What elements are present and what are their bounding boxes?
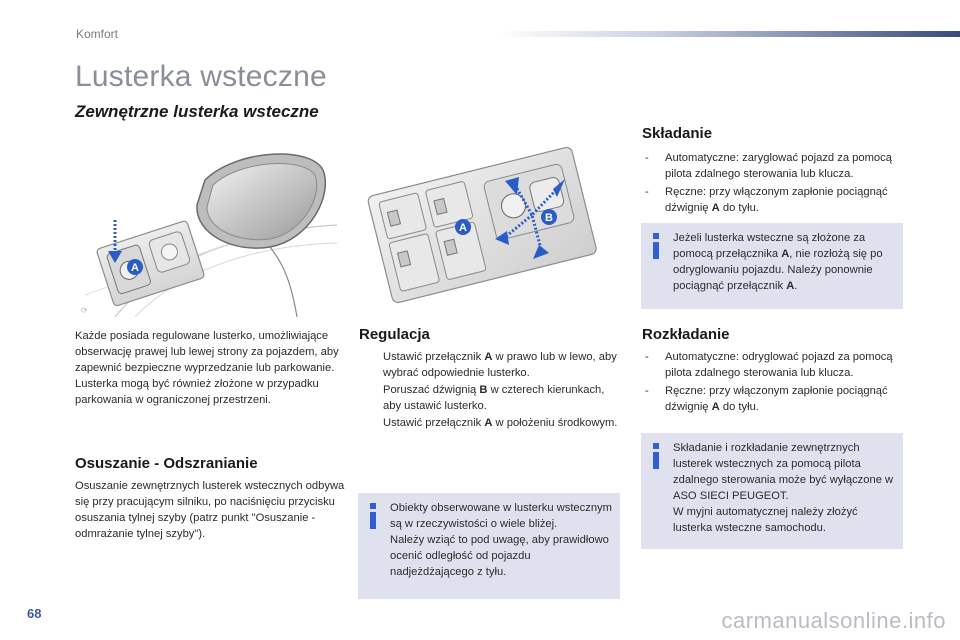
regulation-item-text: w prawo lub w lewo, aby wybrać odpowiednie lusterko.	[383, 351, 617, 379]
folding-item-text: Ręczne: przy włączonym zapłonie pociągnąć dźwignię	[665, 186, 888, 214]
folding-item-bold: A	[711, 202, 720, 214]
dash-marker: -	[645, 351, 649, 363]
header-bar	[498, 31, 960, 37]
regulation-heading: Regulacja	[359, 326, 430, 343]
info-icon	[649, 443, 663, 469]
folding-list	[642, 150, 904, 218]
svg-text:⟳: ⟳	[81, 306, 88, 315]
switch-panel-drawing	[357, 135, 622, 317]
info-box-folding	[641, 223, 903, 309]
label-a-right: A	[459, 222, 467, 234]
regulation-item-bold: A	[484, 417, 493, 429]
regulation-item	[359, 349, 624, 381]
page-subtitle: Zewnętrzne lusterka wsteczne	[75, 102, 319, 121]
regulation-item-text: w czterech kierunkach, aby ustawić lusterko.	[383, 384, 605, 412]
regulation-item-text: Ustawić przełącznik	[383, 351, 485, 363]
folding-item-text: do tyłu.	[719, 202, 759, 214]
page-number: 68	[27, 606, 42, 621]
watermark: carmanualsonline.info	[721, 608, 946, 633]
info-distance-line2: Należy wziąć to pod uwagę, aby prawidłowo ocenić odległość od pojazdu nadjeżdżającego z tyłu.	[390, 534, 609, 578]
info-icon	[649, 233, 663, 259]
unfolding-item-text: Automatyczne: odryglować pojazd za pomocą pilota zdalnego sterowania lub klucza.	[665, 351, 893, 379]
regulation-list	[359, 349, 624, 432]
info-remote-line1: Składanie i rozkładanie zewnętrznych lusterek wstecznych za pomocą pilota zdalnego sterowania może być wyłączone w ASO SIECI PEUGEOT.	[673, 442, 894, 502]
defrost-text: Osuszanie zewnętrznych lusterek wstecznych odbywa się przy pracującym silniku, po naciśnięciu przycisku osuszania tylnej szyby (patrz punkt "Osuszanie - odmrażanie tylnej szyby").	[75, 480, 345, 540]
info-distance-line1: Obiekty obserwowane w lusterku wstecznym są w rzeczywistości o wiele bliżej.	[390, 502, 612, 530]
folding-item	[642, 184, 904, 216]
regulation-item	[359, 415, 624, 431]
label-a-left: A	[131, 262, 139, 274]
regulation-item	[359, 382, 624, 414]
regulation-item-text: w położeniu środkowym.	[492, 417, 618, 429]
page-title: Lusterka wsteczne	[75, 60, 327, 93]
mirror-illustration	[75, 135, 337, 317]
regulation-item-bold: A	[484, 351, 493, 363]
unfolding-list	[642, 349, 904, 417]
unfolding-item-text: do tyłu.	[719, 401, 759, 413]
switch-panel-illustration	[357, 135, 622, 317]
info-icon	[366, 503, 380, 529]
info-box-distance	[358, 493, 620, 599]
folding-item	[642, 150, 904, 182]
unfolding-heading: Rozkładanie	[642, 326, 730, 343]
unfolding-item	[642, 349, 904, 381]
unfolding-item	[642, 383, 904, 415]
section-tag: Komfort	[76, 27, 119, 41]
dash-marker: -	[645, 186, 649, 198]
info-remote-line2: W myjni automatycznej należy złożyć lusterka wsteczne samochodu.	[673, 506, 858, 534]
mirror-drawing	[75, 135, 337, 317]
label-b-right: B	[545, 212, 553, 224]
regulation-item-text: Poruszać dźwignią	[383, 384, 480, 396]
dash-marker: -	[645, 152, 649, 164]
dash-marker: -	[645, 385, 649, 397]
defrost-heading: Osuszanie - Odszranianie	[75, 455, 258, 472]
folding-item-text: Automatyczne: zaryglować pojazd za pomocą pilota zdalnego sterowania lub klucza.	[665, 152, 892, 180]
unfolding-item-text: Ręczne: przy włączonym zapłonie pociągnąć dźwignię	[665, 385, 888, 413]
info-box-remote	[641, 433, 903, 549]
folding-heading: Składanie	[642, 125, 713, 142]
info-folding-text: Jeżeli lusterka wsteczne są złożone za pomocą przełącznika A, nie rozłożą się po odryglowaniu pojazdu. Należy ponownie pociągnąć przełącznik A.	[673, 232, 883, 292]
intro-text: Każde posiada regulowane lusterko, umożliwiające obserwację prawej lub lewej strony za pojazdem, aby zapewnić bezpieczne wyprzedzanie lub parkowanie. Lusterka mogą być również złożone w przypadku parkowania w ograniczonej przestrzeni.	[75, 330, 339, 406]
unfolding-item-bold: A	[711, 401, 720, 413]
regulation-item-text: Ustawić przełącznik	[383, 417, 485, 429]
regulation-item-bold: B	[479, 384, 488, 396]
